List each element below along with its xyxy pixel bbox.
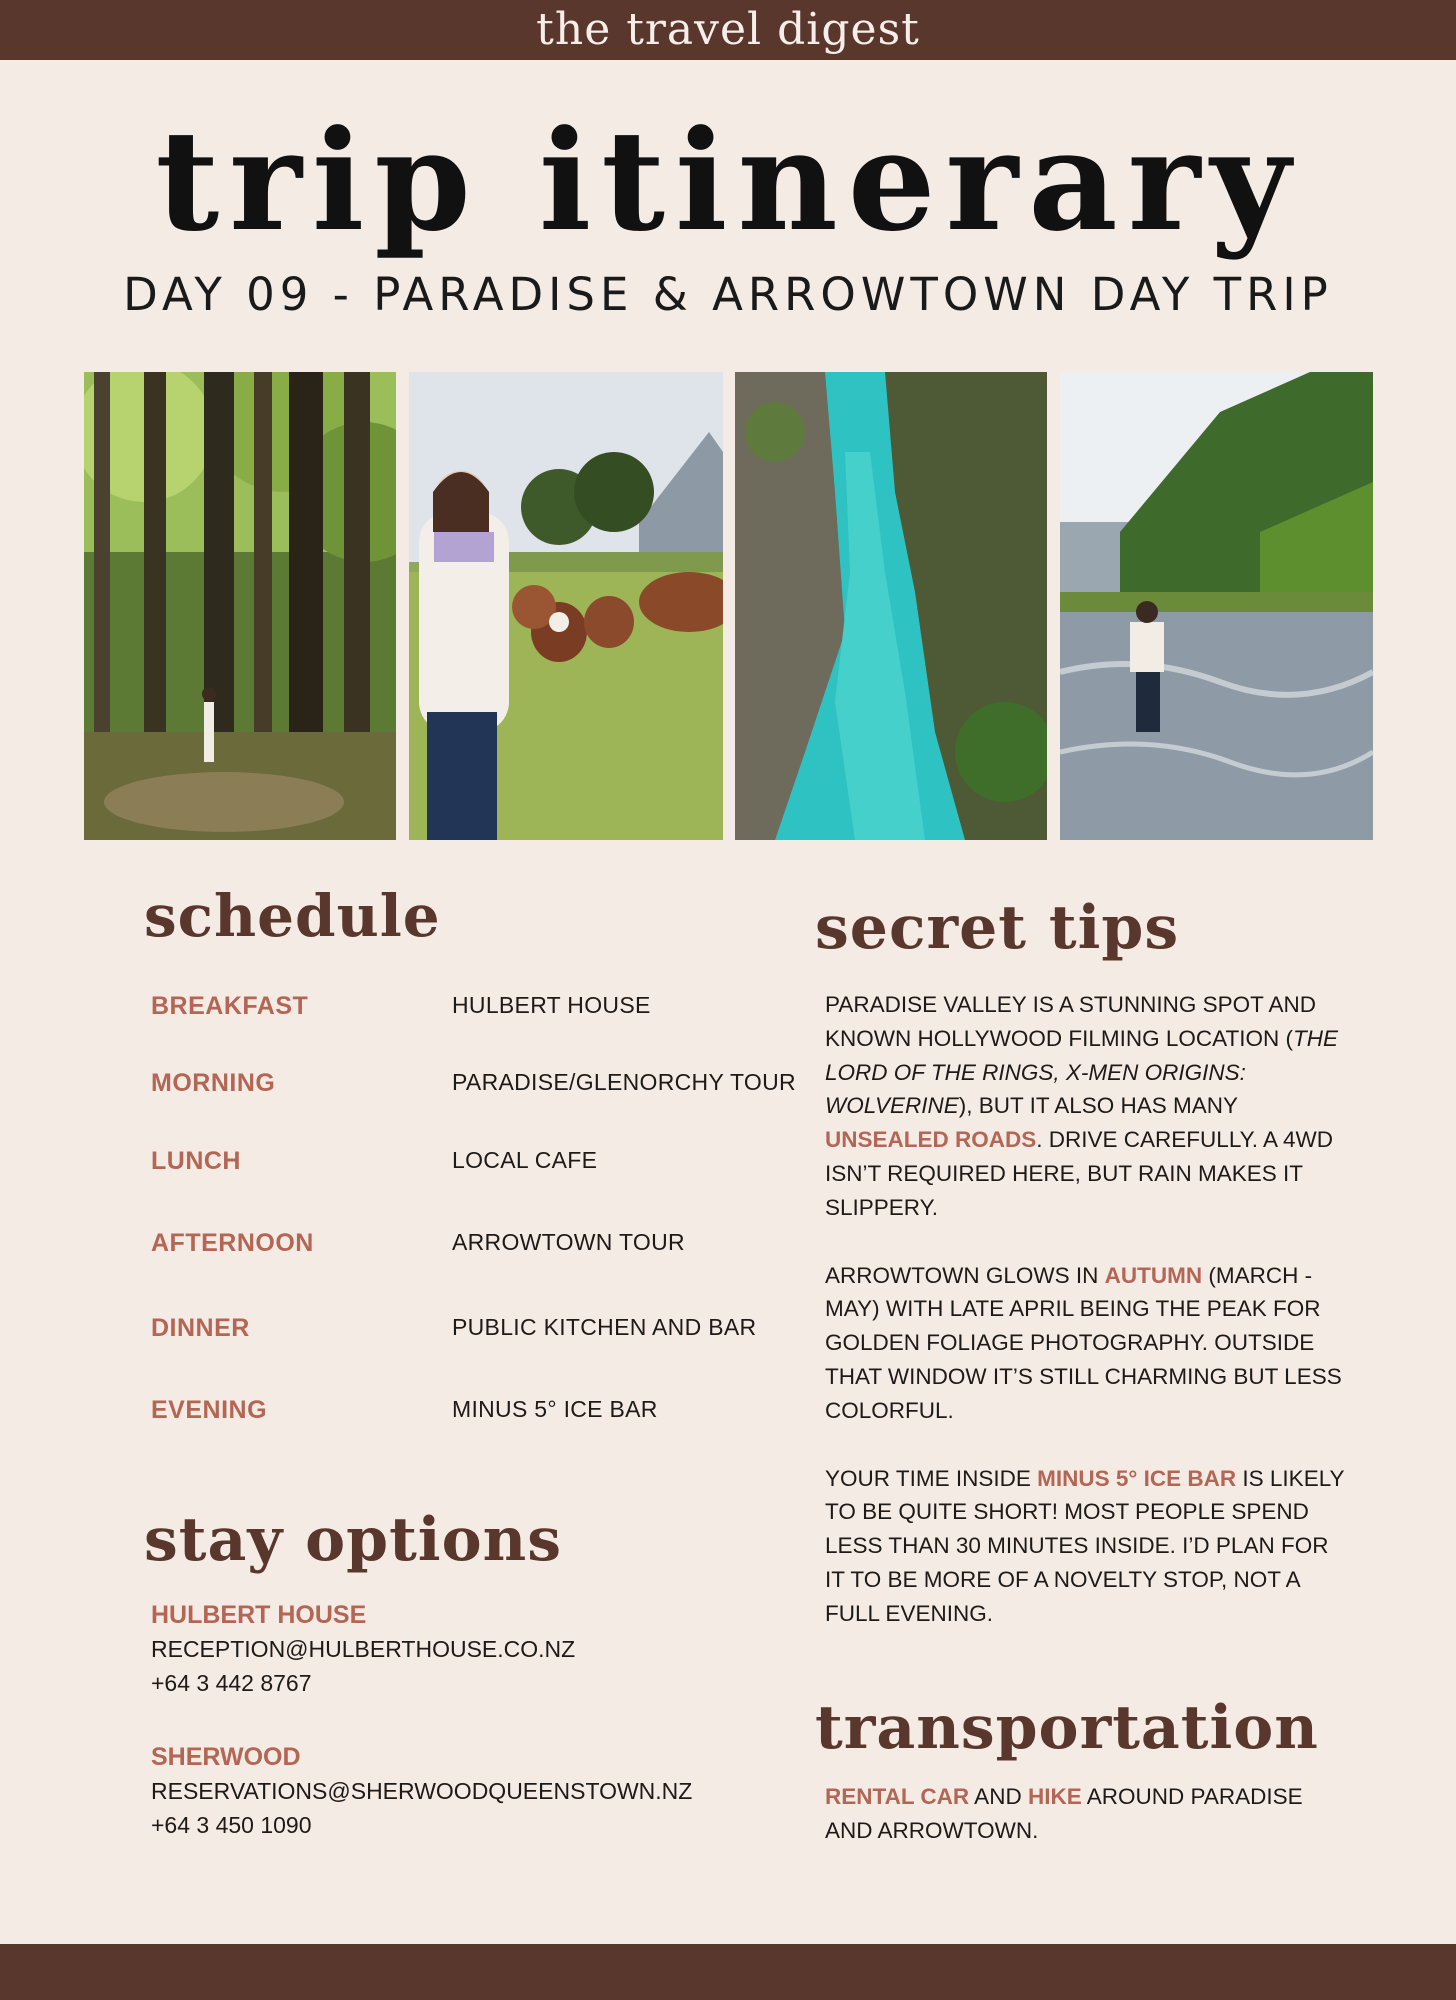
tip-film-titles: THE LORD OF THE RINGS, X-MEN ORIGINS: WOLVERINE <box>825 1025 1338 1119</box>
tip-text: (MARCH - MAY) WITH LATE APRIL BEING THE PEAK FOR GOLDEN FOLIAGE PHOTOGRAPHY. OUTSIDE THAT WINDOW IT’S STILL CHARMING BUT LESS COLORFUL. <box>825 1262 1342 1423</box>
schedule-activity: PARADISE/GLENORCHY TOUR <box>452 1069 796 1095</box>
tip-text: . DRIVE CAREFULLY. A 4WD ISN’T REQUIRED HERE, BUT RAIN MAKES IT SLIPPERY. <box>825 1127 1334 1220</box>
stay-option <box>151 1740 692 1842</box>
schedule-activity: PUBLIC KITCHEN AND BAR <box>452 1314 757 1340</box>
schedule-activity: HULBERT HOUSE <box>452 992 651 1018</box>
transportation-body <box>825 1780 1345 1848</box>
tip-text: PARADISE VALLEY IS A STUNNING SPOT AND KNOWN HOLLYWOOD FILMING LOCATION ( <box>825 992 1317 1051</box>
tip-paragraph <box>825 1462 1345 1631</box>
stay-email[interactable]: RESERVATIONS@SHERWOODQUEENSTOWN.NZ <box>151 1778 693 1804</box>
transport-text: AND <box>969 1784 1028 1809</box>
tip-highlight: UNSEALED ROADS <box>825 1127 1037 1153</box>
forest-photo <box>84 372 396 840</box>
transport-highlight: HIKE <box>1027 1784 1082 1809</box>
stay-name: SHERWOOD <box>151 1743 301 1771</box>
transport-highlight: RENTAL CAR <box>825 1784 970 1809</box>
schedule-time-label: DINNER <box>151 1314 250 1342</box>
cows-pasture-photo <box>409 372 723 840</box>
brand-logo: the travel digest <box>536 4 920 55</box>
page-title: trip itinerary <box>155 99 1301 262</box>
schedule-heading: schedule <box>144 882 441 950</box>
transportation-heading: transportation <box>815 1693 1319 1763</box>
tip-text: ARROWTOWN GLOWS IN <box>825 1262 1105 1288</box>
secret-tips-heading: secret tips <box>815 893 1180 963</box>
tip-text: ), BUT IT ALSO HAS MANY <box>958 1093 1238 1119</box>
tip-text: YOUR TIME INSIDE <box>825 1465 1038 1491</box>
stay-phone[interactable]: +64 3 442 8767 <box>151 1670 312 1696</box>
stay-option <box>151 1598 575 1700</box>
schedule-time-label: BREAKFAST <box>151 992 309 1020</box>
turquoise-river-gorge-photo <box>735 372 1047 840</box>
day-subtitle: DAY 09 - PARADISE & ARROWTOWN DAY TRIP <box>123 268 1333 321</box>
schedule-time-label: EVENING <box>151 1396 268 1424</box>
secret-tips-body <box>825 988 1345 1631</box>
tip-paragraph <box>825 988 1345 1225</box>
tip-text: IS LIKELY TO BE QUITE SHORT! MOST PEOPLE SPEND LESS THAN 30 MINUTES INSIDE. I’D PLAN FOR IT TO BE MORE OF A NOVELTY STOP, NOT A FULL EVENING. <box>825 1465 1345 1626</box>
schedule-activity: LOCAL CAFE <box>452 1147 598 1173</box>
schedule-time-label: AFTERNOON <box>151 1229 314 1257</box>
stay-name: HULBERT HOUSE <box>151 1601 367 1629</box>
top-banner <box>0 0 1456 60</box>
stay-options-heading: stay options <box>144 1505 563 1575</box>
schedule-time-label: MORNING <box>151 1069 276 1097</box>
tip-highlight: AUTUMN <box>1104 1262 1203 1288</box>
schedule-activity: ARROWTOWN TOUR <box>452 1229 685 1255</box>
stay-email[interactable]: RECEPTION@HULBERTHOUSE.CO.NZ <box>151 1636 576 1662</box>
tip-paragraph <box>825 1259 1345 1428</box>
bottom-banner <box>0 1944 1456 2000</box>
schedule-time-label: LUNCH <box>151 1147 241 1175</box>
tip-highlight: MINUS 5° ICE BAR <box>1037 1465 1237 1491</box>
transport-text: AROUND PARADISE AND ARROWTOWN. <box>825 1784 1303 1843</box>
stay-phone[interactable]: +64 3 450 1090 <box>151 1812 312 1838</box>
schedule-activity: MINUS 5° ICE BAR <box>452 1396 658 1422</box>
river-wading-photo <box>1060 372 1373 840</box>
transport-paragraph <box>825 1780 1345 1848</box>
